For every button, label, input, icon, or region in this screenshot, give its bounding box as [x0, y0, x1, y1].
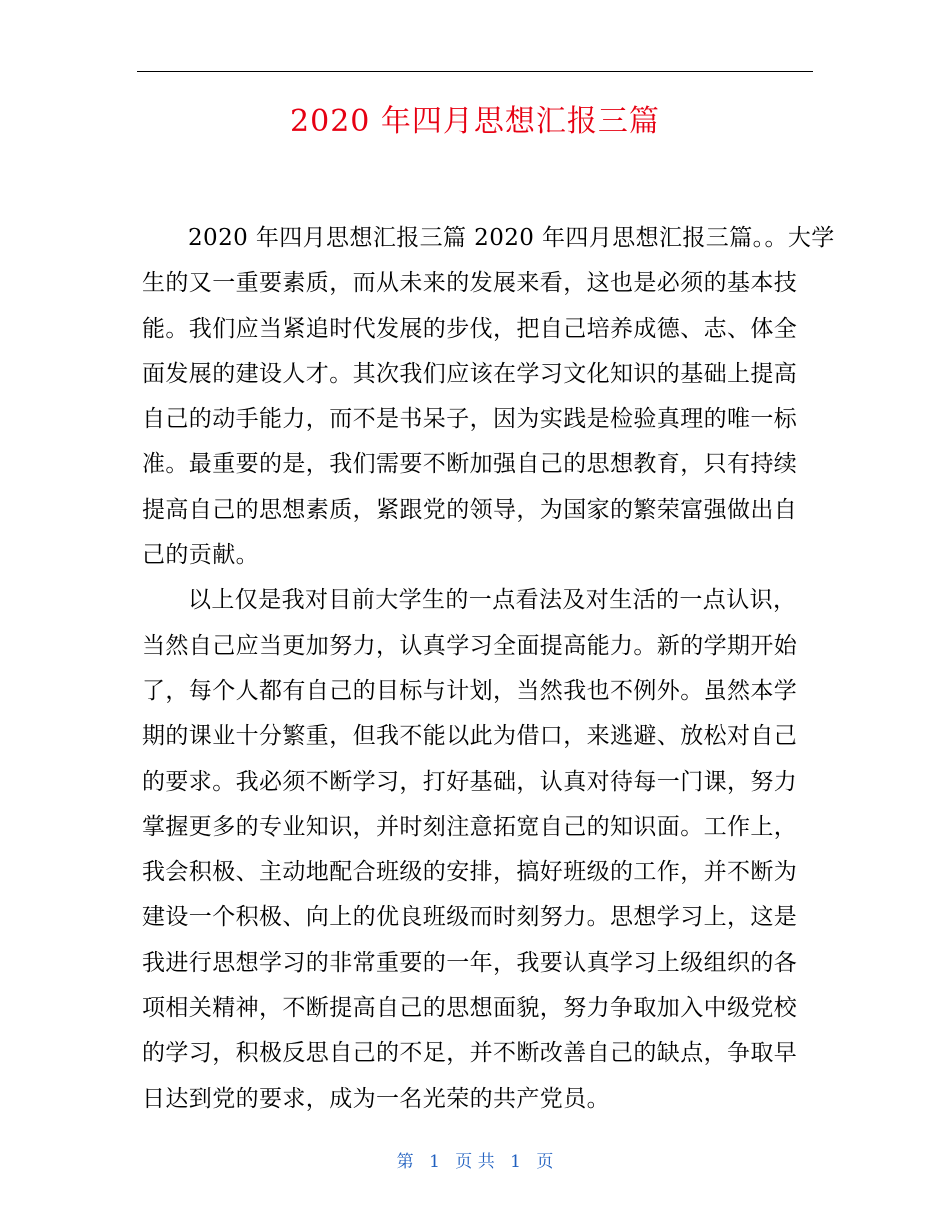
- footer-total-pages: 1: [510, 1152, 521, 1172]
- text-line: 日达到党的要求，成为一名光荣的共产党员。: [142, 1085, 610, 1112]
- footer-current-page: 1: [429, 1152, 440, 1172]
- text-line: 自己的动手能力，而不是书呆子，因为实践是检验真理的唯一标: [142, 406, 798, 433]
- text-line: 准。最重要的是，我们需要不断加强自己的思想教育，只有持续: [142, 451, 798, 478]
- footer-label-end: 页: [536, 1152, 554, 1172]
- text-line: 以上仅是我对目前大学生的一点看法及对生活的一点认识，: [188, 587, 797, 614]
- text-line: 建设一个积极、向上的优良班级而时刻努力。思想学习上，这是: [142, 904, 798, 931]
- footer-label-page: 第: [396, 1152, 414, 1172]
- text-line: 我会积极、主动地配合班级的安排，搞好班级的工作，并不断为: [142, 859, 798, 886]
- text-line: 的要求。我必须不断学习，打好基础，认真对待每一门课，努力: [142, 768, 798, 795]
- text-line: 面发展的建设人才。其次我们应该在学习文化知识的基础上提高: [142, 360, 798, 387]
- text-line: 提高自己的思想素质，紧跟党的领导，为国家的繁荣富强做出自: [142, 496, 798, 523]
- document-title: 2020 年四月思想汇报三篇: [290, 104, 660, 139]
- text-line: 己的贡献。: [142, 542, 259, 569]
- text-line: 2020 年四月思想汇报三篇 2020 年四月思想汇报三篇。。大学: [188, 225, 835, 251]
- text-line: 项相关精神，不断提高自己的思想面貌，努力争取加入中级党校: [142, 995, 798, 1022]
- document-body: [142, 216, 835, 1122]
- text-line: 掌握更多的专业知识，并时刻注意拓宽自己的知识面。工作上，: [142, 813, 798, 840]
- page-footer: [137, 1148, 813, 1176]
- paragraph-2: [142, 578, 812, 1122]
- text-line: 期的课业十分繁重，但我不能以此为借口，来逃避、放松对自己: [142, 723, 798, 750]
- text-line: 当然自己应当更加努力，认真学习全面提高能力。新的学期开始: [142, 632, 798, 659]
- footer-label-of: 页 共: [455, 1152, 495, 1172]
- text-line: 了，每个人都有自己的目标与计划，当然我也不例外。虽然本学: [142, 677, 798, 704]
- header-rule: [137, 71, 813, 72]
- text-line: 我进行思想学习的非常重要的一年，我要认真学习上级组织的各: [142, 949, 798, 976]
- text-line: 生的又一重要素质，而从未来的发展来看，这也是必须的基本技: [142, 270, 798, 297]
- text-line: 能。我们应当紧追时代发展的步伐，把自己培养成德、志、体全: [142, 315, 798, 342]
- paragraph-1: [142, 216, 835, 578]
- text-line: 的学习，积极反思自己的不足，并不断改善自己的缺点，争取早: [142, 1040, 798, 1067]
